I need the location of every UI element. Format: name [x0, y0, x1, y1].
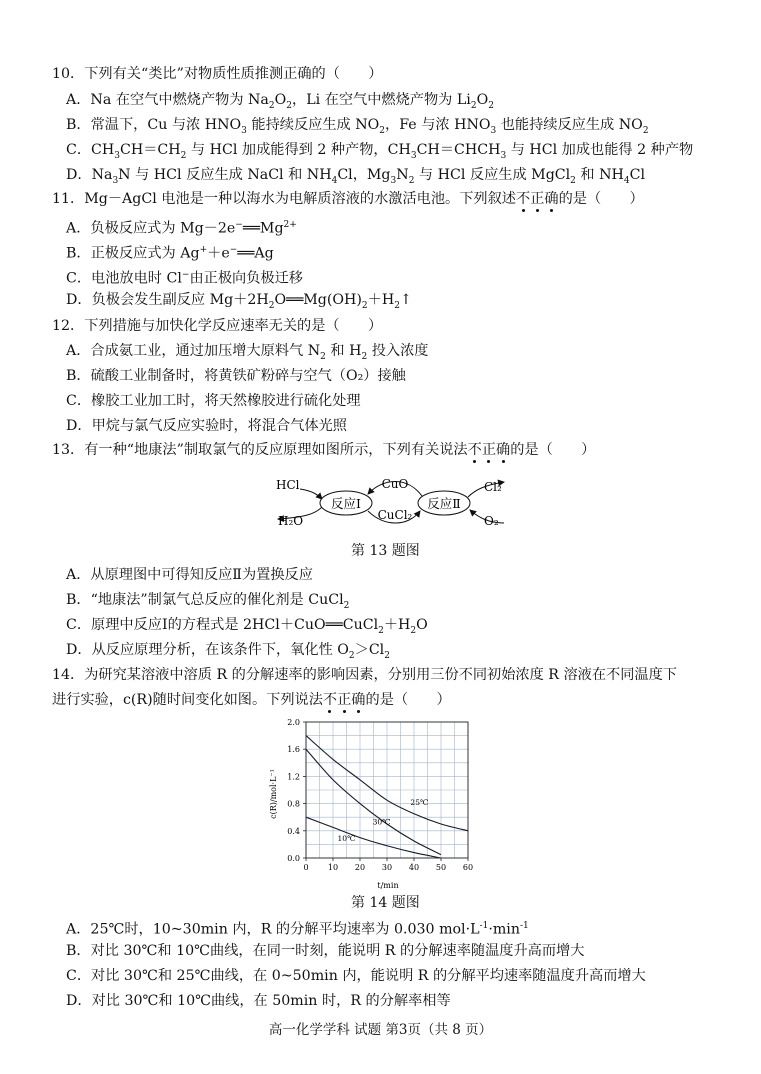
- chart-grid: [306, 722, 468, 858]
- y-tick-label: 2.0: [287, 718, 300, 727]
- chart-labels: [338, 798, 429, 843]
- q11-stem: 11．Mg－AgCl 电池是一种以海水为电解质溶液的水激活电池。下列叙述不正确的是（ ）: [52, 191, 644, 207]
- hcl-in-arrow: [300, 489, 322, 499]
- series-label-1: 30℃: [372, 817, 391, 827]
- q12-option-d: D．甲烷与氯气反应实验时，将混合气体光照: [66, 418, 347, 434]
- q10-option-d: D．$Na_3N$ 与 HCl 反应生成 NaCl 和 $NH_4Cl$，$Mg_3N_2$ 与 HCl 反应生成 MgCl$_2$ 和 $NH_4Cl$: [66, 167, 646, 186]
- q11-option-d: D．负极会发生副反应 $Mg+2H_2O══Mg(OH)_2+H_2↑$: [66, 292, 412, 311]
- q12-option-a: A．合成氨工业，通过加压增大原料气 $N_2$ 和 $H_2$ 投入浓度: [66, 343, 429, 362]
- hcl-label: HCl: [276, 478, 300, 492]
- q13-option-c: C．原理中反应Ⅰ的方程式是 $2HCl+CuO══CuCl_2+H_2O$: [66, 617, 428, 636]
- x-tick-label: 30: [381, 863, 393, 872]
- x-tick-label: 40: [408, 863, 420, 872]
- series-label-2: 10℃: [337, 834, 356, 843]
- q14-option-d: D．对比 30℃和 10℃曲线，在 50min 时，R 的分解率相等: [66, 993, 451, 1009]
- y-tick-label: 1.2: [287, 772, 300, 782]
- q12-option-b: B．硫酸工业制备时，将黄铁矿粉碎与空气（O₂）接触: [66, 368, 406, 384]
- q13-option-a: A．从原理图中可得知反应Ⅱ为置换反应: [66, 567, 313, 583]
- q13-reaction-diagram: [268, 469, 512, 535]
- q13-caption: 第 13 题图: [351, 543, 420, 559]
- x-tick-label: 60: [462, 863, 474, 872]
- q14-chart: [268, 714, 480, 890]
- q11-option-a: A．负极反应式为 $Mg-2e^-══Mg^{2+}$: [66, 220, 297, 237]
- q11-option-b: B．正极反应式为 Ag+＋e−══Ag: [66, 245, 274, 262]
- q13-option-b: B．“地康法”制氯气总反应的催化剂是 CuCl$_2$: [66, 592, 350, 611]
- cl2-label: Cl₂: [484, 480, 502, 494]
- q10-option-c: C．$CH_3CH=CH_2$ 与 HCl 加成能得到 2 种产物，$CH_3CH=CHCH_3$ 与 HCl 加成也能得 2 种产物: [66, 142, 694, 161]
- page-footer: 高一化学学科 试题 第3页（共 8 页）: [268, 1022, 493, 1038]
- o2-label: O₂: [484, 514, 499, 528]
- y-tick-label: 1.6: [287, 745, 300, 755]
- q13-stem: 13．有一种“地康法”制取氯气的反应原理如图所示，下列有关说法不正确的是（ ）: [52, 442, 596, 458]
- y-tick-label: 0.8: [287, 799, 300, 809]
- cuo-label: CuO: [381, 477, 409, 491]
- h2o-label: H₂O: [278, 514, 304, 528]
- y-tick-label: 0.4: [287, 826, 300, 836]
- reaction-2-label: 反应Ⅱ: [427, 496, 461, 511]
- q11-option-c: C．电池放电时 Cl−由正极向负极迁移: [66, 270, 303, 287]
- x-tick-label: 50: [435, 863, 447, 872]
- q12-stem: 12．下列措施与加快化学反应速率无关的是（ ）: [52, 318, 383, 334]
- q14-stem-line-2: 进行实验，c(R)随时间变化如图。下列说法不正确的是（ ）: [52, 692, 451, 708]
- reaction-1-label: 反应Ⅰ: [331, 496, 361, 511]
- x-axis-label: t/min: [377, 881, 399, 890]
- y-tick-label: 0.0: [287, 854, 300, 863]
- q14-option-b: B．对比 30℃和 10℃曲线，在同一时刻，能说明 R 的分解速率随温度升高而增大: [66, 943, 585, 959]
- series-label-0: 25℃: [410, 797, 429, 807]
- q14-option-a: A．25℃时，10~30min 内，R 的分解平均速率为 0.030 $mol\cdot L^{-1}\cdot\min^{-1}$: [66, 921, 529, 938]
- q10-stem: [52, 65, 383, 83]
- q10-stem-text: 10．下列有关“类比”对物质性质推测正确的（ ）: [52, 66, 383, 82]
- q13-option-d: D．从反应原理分析，在该条件下，氧化性 $O_2>Cl_2$: [66, 642, 390, 661]
- q10-option-b: B．常温下，Cu 与浓 $HNO_3$ 能持续反应生成 $NO_2$，Fe 与浓 $HNO_3$ 也能持续反应生成 $NO_2$: [66, 117, 649, 136]
- cucl2-label: CuCl₂: [377, 508, 413, 522]
- x-tick-label: 0: [303, 863, 309, 872]
- q12-option-c: C．橡胶工业加工时，将天然橡胶进行硫化处理: [66, 393, 361, 409]
- q14-option-c: C．对比 30℃和 25℃曲线，在 0~50min 内，能说明 R 的分解平均速率随温度升高而增大: [66, 968, 646, 984]
- x-tick-label: 20: [354, 863, 366, 872]
- q14-stem-line-1: 14．为研究某溶液中溶质 R 的分解速率的影响因素，分别用三份不同初始浓度 R 溶液在不同温度下: [52, 667, 677, 683]
- x-tick-label: 10: [327, 863, 339, 872]
- q10-option-a: A．Na 在空气中燃烧产物为 $Na_2O_2$，Li 在空气中燃烧产物为 $Li_2O_2$: [66, 92, 494, 111]
- q14-caption: 第 14 题图: [351, 895, 420, 911]
- y-axis-label: c(R)/mol·L⁻¹: [269, 769, 278, 819]
